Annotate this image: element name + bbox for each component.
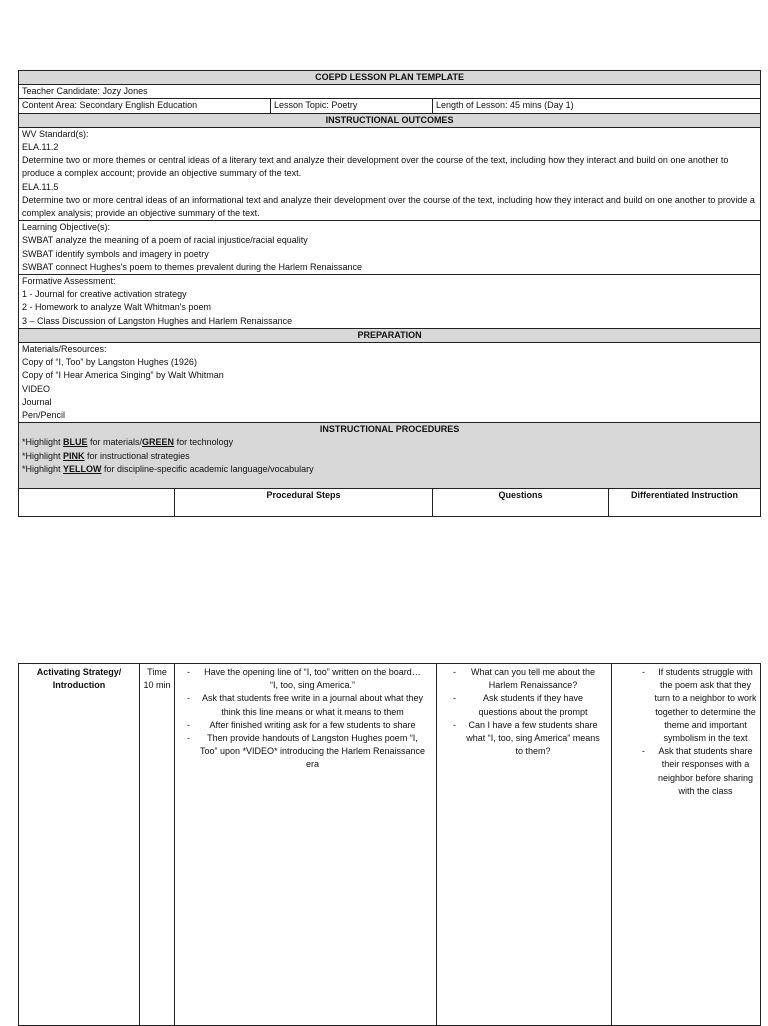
highlight-text: for materials/	[87, 437, 143, 448]
activity-time: Time 10 min	[140, 664, 175, 1026]
objectives-label: Learning Objective(s):	[22, 222, 111, 233]
lesson-topic: Lesson Topic: Poetry	[271, 99, 433, 113]
procedures-section	[19, 423, 761, 489]
objectives-section	[19, 221, 761, 275]
content-area: Content Area: Secondary English Education	[19, 99, 271, 113]
lesson-length: Length of Lesson: 45 mins (Day 1)	[433, 99, 761, 113]
questions-list	[451, 666, 601, 758]
highlight-text: *Highlight	[22, 450, 64, 461]
material-item: Copy of “I Hear America Singing” by Walt Whitman	[22, 370, 224, 381]
objective-item: SWBAT analyze the meaning of a poem of racial injustice/racial equality	[22, 235, 308, 246]
highlight-pink: PINK	[63, 450, 85, 461]
formative-section	[19, 275, 761, 329]
formative-item: 3 – Class Discussion of Langston Hughes and Harlem Renaissance	[22, 315, 293, 326]
list-item: - Can I have a few students share what “I, too, sing America” means to them?	[451, 719, 601, 759]
list-item: - Have the opening line of “I, too” written on the board… “I, too, sing America.”	[185, 666, 426, 692]
standard-description: Determine two or more central ideas of an informational text and analyze their development over the course of the text, including how they interact and build on one another to provide a complex analysis; provide an objective summary of the text.	[22, 194, 755, 219]
differentiated-list	[640, 666, 757, 798]
highlight-text: *Highlight	[22, 437, 64, 448]
differentiated-header: Differentiated Instruction	[609, 489, 761, 517]
list-item: - What can you tell me about the Harlem Renaissance?	[451, 666, 601, 692]
highlight-green: GREEN	[142, 437, 175, 448]
objective-item: SWBAT identify symbols and imagery in poetry	[22, 248, 209, 259]
highlight-text: for discipline-specific academic language/vocabulary	[101, 463, 314, 474]
standard-code: ELA.11.2	[22, 142, 59, 153]
questions-header: Questions	[433, 489, 609, 517]
procedural-steps-header: Procedural Steps	[175, 489, 433, 517]
material-item: VIDEO	[22, 383, 51, 394]
list-item: - Ask students if they have questions about the prompt	[451, 692, 601, 718]
formative-label: Formative Assessment:	[22, 276, 116, 287]
activating-strategy-table	[18, 663, 761, 1026]
procedural-steps-list	[185, 666, 426, 772]
teacher-candidate: Teacher Candidate: Jozy Jones	[19, 85, 761, 99]
differentiated-cell	[612, 664, 761, 1026]
highlight-line	[22, 463, 757, 476]
list-item: - After finished writing ask for a few students to share	[185, 719, 426, 732]
highlight-text: *Highlight	[22, 463, 64, 474]
preparation-header: PREPARATION	[19, 328, 761, 342]
template-title: COEPD LESSON PLAN TEMPLATE	[19, 71, 761, 85]
material-item: Copy of “I, Too” by Langston Hughes (1926)	[22, 357, 197, 368]
standards-section	[19, 127, 761, 220]
list-item: - If students struggle with the poem ask that they turn to a neighbor to work together to determine the theme and important symbolism in the text	[640, 666, 757, 745]
objective-item: SWBAT connect Hughes's poem to themes prevalent during the Harlem Renaissance	[22, 261, 363, 272]
lesson-plan-table	[18, 70, 761, 517]
materials-label: Materials/Resources:	[22, 344, 107, 355]
activating-strategy-label: Activating Strategy/ Introduction	[19, 664, 140, 1026]
standards-label: WV Standard(s):	[22, 128, 89, 139]
highlight-line	[22, 450, 757, 463]
standard-code: ELA.11.5	[22, 181, 59, 192]
highlight-text: for technology	[174, 437, 234, 448]
procedural-steps-cell	[175, 664, 437, 1026]
outcomes-header: INSTRUCTIONAL OUTCOMES	[19, 113, 761, 127]
material-item: Journal	[22, 396, 52, 407]
list-item: - Ask that students share their responses with a neighbor before sharing with the class	[640, 745, 757, 798]
material-item: Pen/Pencil	[22, 410, 66, 421]
formative-item: 1 - Journal for creative activation strategy	[22, 289, 187, 300]
procedures-header: INSTRUCTIONAL PROCEDURES	[319, 424, 460, 435]
materials-section	[19, 343, 761, 423]
highlight-line	[22, 436, 757, 449]
highlight-yellow: YELLOW	[63, 463, 102, 474]
standard-description: Determine two or more themes or central ideas of a literary text and analyze their development over the course of the text, including how they interact and build on one another to produce a complex account; provide an objective summary of the text.	[22, 155, 729, 179]
questions-cell	[437, 664, 612, 1026]
list-item: - Ask that students free write in a journal about what they think this line means or what it means to them	[185, 692, 426, 718]
blank-header-cell	[19, 489, 175, 517]
highlight-text: for instructional strategies	[84, 450, 190, 461]
list-item: - Then provide handouts of Langston Hughes poem “I, Too” upon *VIDEO* introducing the Harlem Renaissance era	[185, 732, 426, 772]
formative-item: 2 - Homework to analyze Walt Whitman's poem	[22, 302, 211, 313]
highlight-blue: BLUE	[63, 437, 88, 448]
